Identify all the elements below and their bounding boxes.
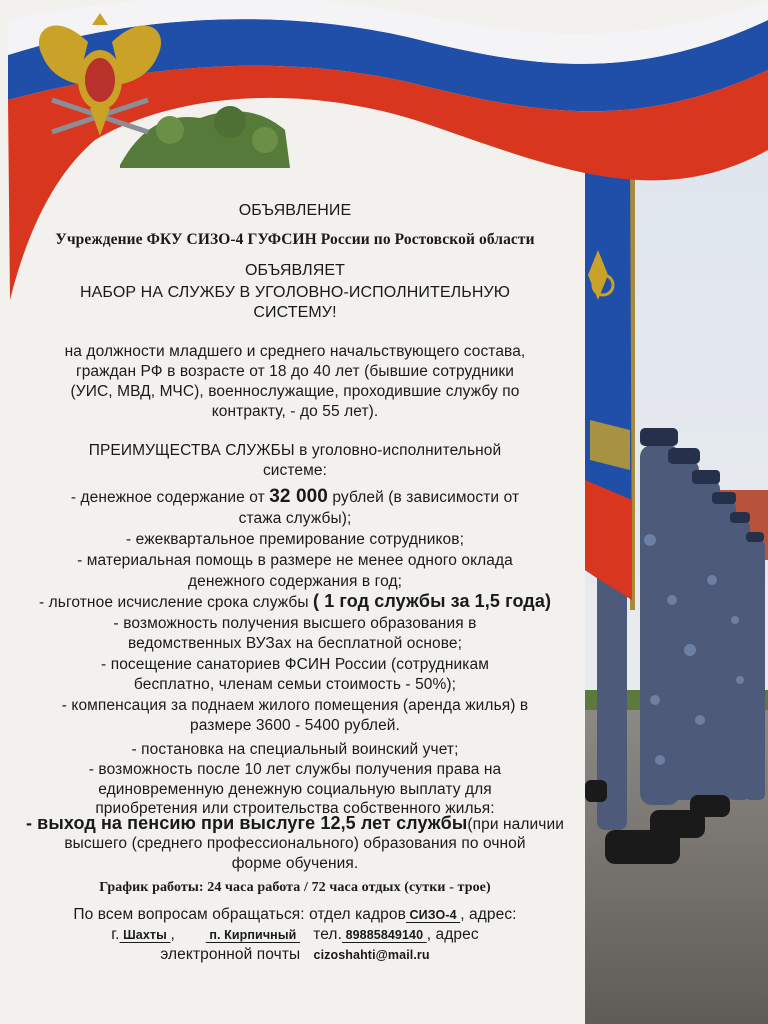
institution-name: Учреждение ФКУ СИЗО-4 ГУФСИН России по Ростовской области xyxy=(55,231,535,248)
salary-suffix: рублей (в зависимости от xyxy=(327,489,520,506)
benefit-item: единовременную денежную социальную выплату для xyxy=(98,781,492,798)
advantages-heading-1: ПРЕИМУЩЕСТВА СЛУЖБЫ в уголовно-исполнительной xyxy=(88,442,502,459)
advantages-heading-2: системе: xyxy=(262,462,328,479)
preferential-line xyxy=(0,592,590,612)
benefit-item: бесплатно, членам семьи стоимость - 50%); xyxy=(133,676,457,693)
benefit-item: - компенсация за поднаем жилого помещения (аренда жилья) в xyxy=(61,697,529,714)
positions-line: контракту, - до 55 лет). xyxy=(211,403,379,420)
positions-line: (УИС, МВД, МЧС), военнослужащие, проходившие службу по xyxy=(70,383,520,400)
announces-heading: ОБЪЯВЛЯЕТ xyxy=(245,262,345,279)
benefit-item: ведомственных ВУЗах на бесплатной основе; xyxy=(127,635,463,652)
benefit-item: денежного содержания в год; xyxy=(187,573,403,590)
phone-prefix: тел. xyxy=(313,926,342,943)
salary-amount: 32 000 xyxy=(269,486,328,507)
pension-suffix: (при наличии xyxy=(467,816,564,833)
contact-dept: СИЗО-4 xyxy=(405,908,461,922)
contact-line xyxy=(0,905,590,925)
recruitment-heading-1: НАБОР НА СЛУЖБУ В УГОЛОВНО-ИСПОЛНИТЕЛЬНУЮ xyxy=(79,284,511,301)
benefit-item: размере 3600 - 5400 рублей. xyxy=(190,717,400,734)
city-value: Шахты xyxy=(119,928,171,942)
benefit-item: - возможность после 10 лет службы получения права на xyxy=(88,761,502,778)
contact-address-label: , адрес: xyxy=(460,906,517,923)
email-line xyxy=(0,945,590,965)
preferential-bold: ( 1 год службы за 1,5 года) xyxy=(313,591,552,611)
positions-line: граждан РФ в возрасте от 18 до 40 лет (бывшие сотрудники xyxy=(75,363,515,380)
contact-prefix: По всем вопросам обращаться: отдел кадров xyxy=(73,906,406,923)
salary-prefix: - денежное содержание от xyxy=(70,489,270,506)
preferential-prefix: - льготное исчисление срока службы xyxy=(38,594,313,611)
city-prefix: г. xyxy=(111,926,120,943)
pension-bold: - выход на пенсию при выслуге 12,5 лет службы xyxy=(25,813,468,833)
email-value: cizoshahti@mail.ru xyxy=(313,948,430,962)
benefit-item: приобретения или строительства собственного жилья: xyxy=(95,800,495,817)
benefit-item: - ежеквартальное премирование сотрудников; xyxy=(126,531,464,548)
positions-line: на должности младшего и среднего начальствующего состава, xyxy=(64,343,526,360)
benefit-item: - возможность получения высшего образования в xyxy=(113,615,477,632)
email-prefix: , адрес xyxy=(426,926,479,943)
pension-line xyxy=(0,814,590,834)
flag-pole-banner xyxy=(585,145,635,610)
pension-detail: форме обучения. xyxy=(231,855,359,872)
benefit-item: - постановка на специальный воинский учет; xyxy=(131,741,459,758)
pension-detail: высшего (среднего профессионального) образования по очной xyxy=(64,835,526,852)
announcement-title: ОБЪЯВЛЕНИЕ xyxy=(238,202,352,219)
salary-line-2: стажа службы); xyxy=(238,510,352,527)
salary-line xyxy=(0,487,590,507)
benefit-item: - материальная помощь в размере не менее одного оклада xyxy=(77,552,513,569)
phone-value: 89885849140 xyxy=(342,928,427,942)
recruitment-heading-2: СИСТЕМУ! xyxy=(253,304,337,321)
address-line: г. Шахты , п. Кирпичный тел. 89885849140 , адрес xyxy=(111,926,479,943)
email-label: электронной почты xyxy=(160,946,301,963)
benefit-item: - посещение санаториев ФСИН России (сотрудникам xyxy=(101,656,489,673)
work-schedule: График работы: 24 часа работа / 72 часа отдых (сутки - трое) xyxy=(99,880,491,895)
street-value: п. Кирпичный xyxy=(205,928,300,942)
